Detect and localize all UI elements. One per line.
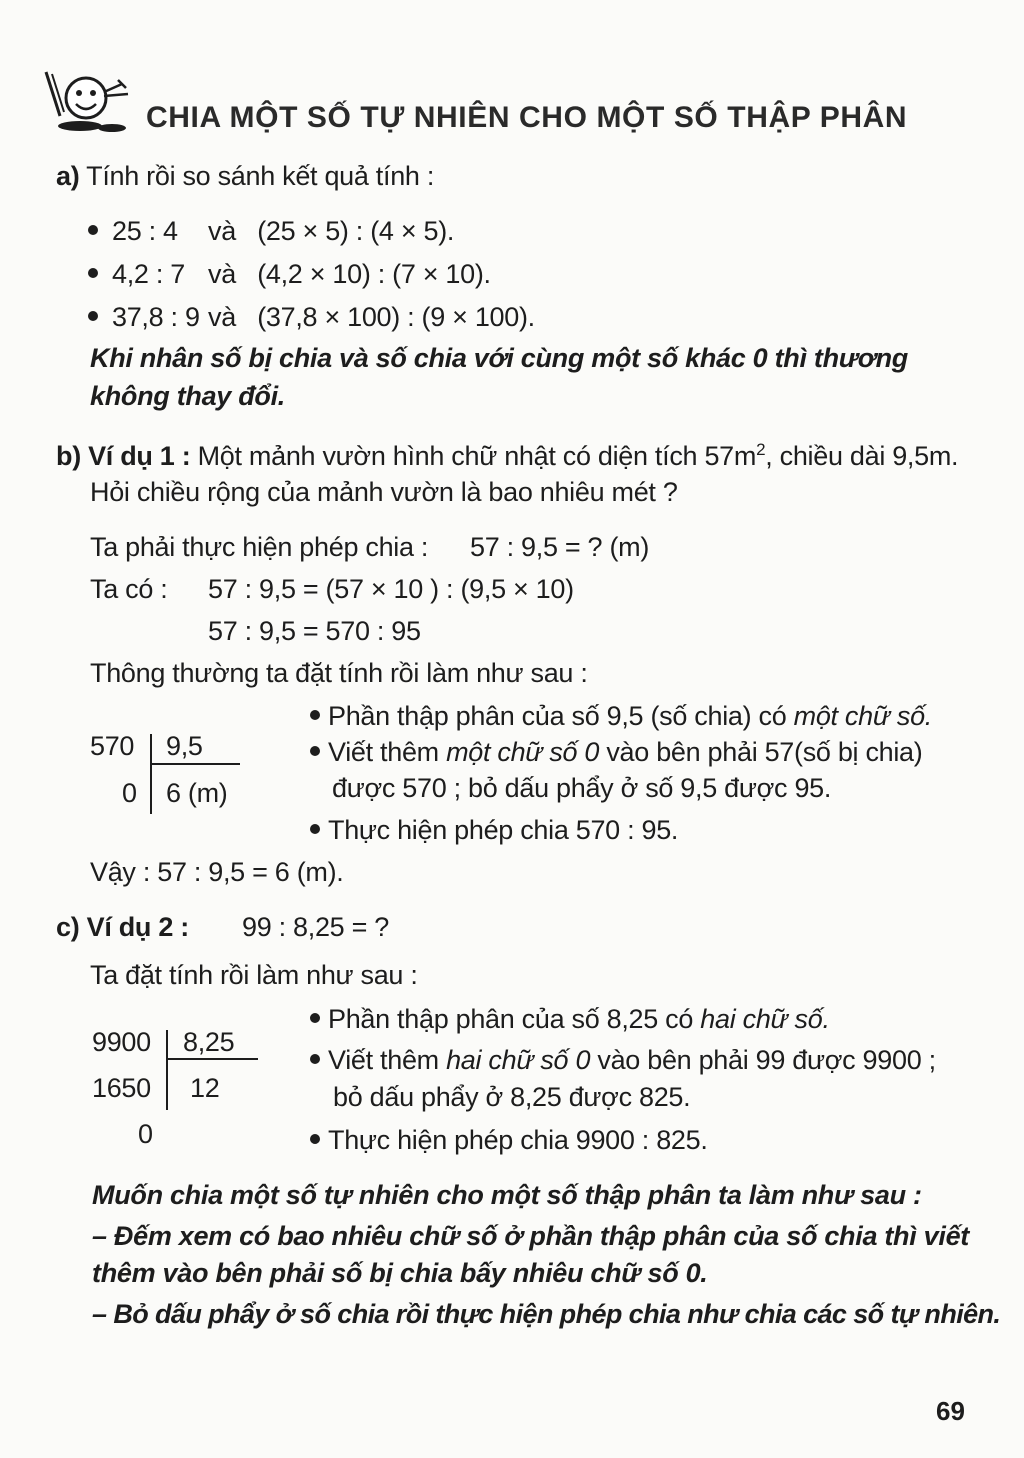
bullet-emph: hai chữ số. [700, 1004, 830, 1034]
bullet-icon [310, 1013, 320, 1023]
division-2-rule [166, 1058, 258, 1060]
expr-left: 37,8 : 9 [112, 302, 200, 332]
div2-bullet-1 [310, 1004, 830, 1035]
example-2-expr: 99 : 8,25 = ? [242, 912, 389, 942]
usual-method: Thông thường ta đặt tính rồi làm như sau : [90, 658, 588, 688]
expr-right: (4,2 × 10) : (7 × 10). [257, 259, 491, 289]
page-title: CHIA MỘT SỐ TỰ NHIÊN CHO MỘT SỐ THẬP PHÂN [146, 101, 908, 134]
rule-step1-line1: – Đếm xem có bao nhiêu chữ số ở phần thập phân của số chia thì viết [92, 1221, 969, 1251]
problem-text-a: Một mảnh vườn hình chữ nhật có diện tích 57m [197, 441, 757, 471]
bullet-icon [310, 824, 320, 834]
division-1-rule [150, 763, 240, 765]
rule-step2: – Bỏ dấu phẩy ở số chia rồi thực hiện phép chia như chia các số tự nhiên. [92, 1299, 1001, 1329]
expr-left: 4,2 : 7 [112, 259, 185, 289]
div1-bullet-2-line2: được 570 ; bỏ dấu phẩy ở số 9,5 được 95. [332, 773, 832, 803]
example-1-line1 [56, 440, 958, 472]
example-1-label: Ví dụ 1 : [88, 441, 191, 471]
bullet-emph: một chữ số. [793, 701, 932, 731]
div1-bullet-3 [310, 815, 678, 846]
example-2-intro: Ta đặt tính rồi làm như sau : [90, 960, 418, 990]
example-1-line2: Hỏi chiều rộng của mảnh vườn là bao nhiêu mét ? [90, 477, 678, 507]
bullet-icon [310, 710, 320, 720]
bullet-icon [310, 746, 320, 756]
bullet-text: Viết thêm [328, 1045, 447, 1075]
step2-expr2: 57 : 9,5 = 570 : 95 [208, 616, 421, 646]
part-b-label: b) [56, 441, 81, 471]
list-item [88, 216, 454, 247]
division-1-dividend: 570 [90, 731, 135, 761]
bullet-text: vào bên phải 57(số bị chia) [599, 737, 923, 767]
expr-right: (25 × 5) : (4 × 5). [257, 216, 455, 246]
problem-sup: 2 [756, 440, 766, 459]
division-2-dividend: 9900 [92, 1027, 151, 1057]
step1-label: Ta phải thực hiện phép chia : [90, 532, 429, 562]
expr-right: (37,8 × 100) : (9 × 100). [257, 302, 535, 332]
bullet-icon [88, 268, 98, 278]
rule-step1-line2: thêm vào bên phải số bị chia bấy nhiêu chữ số 0. [92, 1258, 708, 1288]
rule-heading: Muốn chia một số tự nhiên cho một số thập phân ta làm như sau : [92, 1180, 922, 1210]
bullet-icon [88, 225, 98, 235]
division-2-bar [166, 1030, 168, 1110]
bullet-icon [88, 311, 98, 321]
bullet-text: vào bên phải 99 được 9900 ; [590, 1045, 936, 1075]
bullet-icon [310, 1054, 320, 1064]
example-2-line [56, 912, 189, 943]
step2-expr1: 57 : 9,5 = (57 × 10 ) : (9,5 × 10) [208, 574, 574, 604]
part-a-label: a) [56, 161, 80, 191]
bullet-emph: một chữ số 0 [446, 737, 600, 767]
div2-bullet-2-line2: bỏ dấu phẩy ở 8,25 được 825. [333, 1082, 691, 1112]
bullet-text: Viết thêm [328, 737, 447, 767]
conj: và [208, 216, 236, 246]
bullet-icon [310, 1134, 320, 1144]
expr-left: 25 : 4 [112, 216, 178, 246]
rule-a-line2: không thay đổi. [90, 381, 285, 411]
part-a-intro [56, 161, 434, 192]
division-2-divisor: 8,25 [183, 1027, 235, 1057]
step1-expr: 57 : 9,5 = ? (m) [470, 532, 650, 562]
bullet-text: Thực hiện phép chia 9900 : 825. [328, 1125, 708, 1155]
bullet-text: Thực hiện phép chia 570 : 95. [328, 815, 679, 845]
list-item [88, 302, 535, 333]
div2-bullet-2 [310, 1045, 936, 1076]
division-2-remainder: 0 [138, 1119, 153, 1149]
part-a-intro-text: Tính rồi so sánh kết quả tính : [86, 161, 435, 191]
list-item [88, 259, 491, 290]
division-2-quotient: 12 [190, 1073, 220, 1103]
part-c-label: c) [56, 912, 80, 942]
division-1-quotient: 6 (m) [166, 778, 228, 808]
bullet-emph: hai chữ số 0 [446, 1045, 591, 1075]
div1-bullet-1 [310, 701, 932, 732]
conj: và [208, 259, 236, 289]
problem-text-b: , chiều dài 9,5m. [765, 441, 959, 471]
division-2-partial: 1650 [92, 1073, 151, 1103]
page-number: 69 [936, 1396, 965, 1426]
rule-a-line1: Khi nhân số bị chia và số chia với cùng một số khác 0 thì thương [90, 343, 908, 373]
bullet-text: Phần thập phân của số 8,25 có [328, 1004, 701, 1034]
step2-label: Ta có : [90, 574, 168, 604]
div1-bullet-2 [310, 737, 922, 768]
division-1-remainder: 0 [122, 778, 137, 808]
example-2-label: Ví dụ 2 : [86, 912, 189, 942]
division-1-bar [150, 734, 152, 814]
pencil-mascot-icon [40, 66, 136, 138]
bullet-text: Phần thập phân của số 9,5 (số chia) có [328, 701, 794, 731]
conclusion-1: Vậy : 57 : 9,5 = 6 (m). [90, 857, 344, 887]
div2-bullet-3 [310, 1125, 708, 1156]
division-1-divisor: 9,5 [166, 731, 203, 761]
conj: và [208, 302, 236, 332]
